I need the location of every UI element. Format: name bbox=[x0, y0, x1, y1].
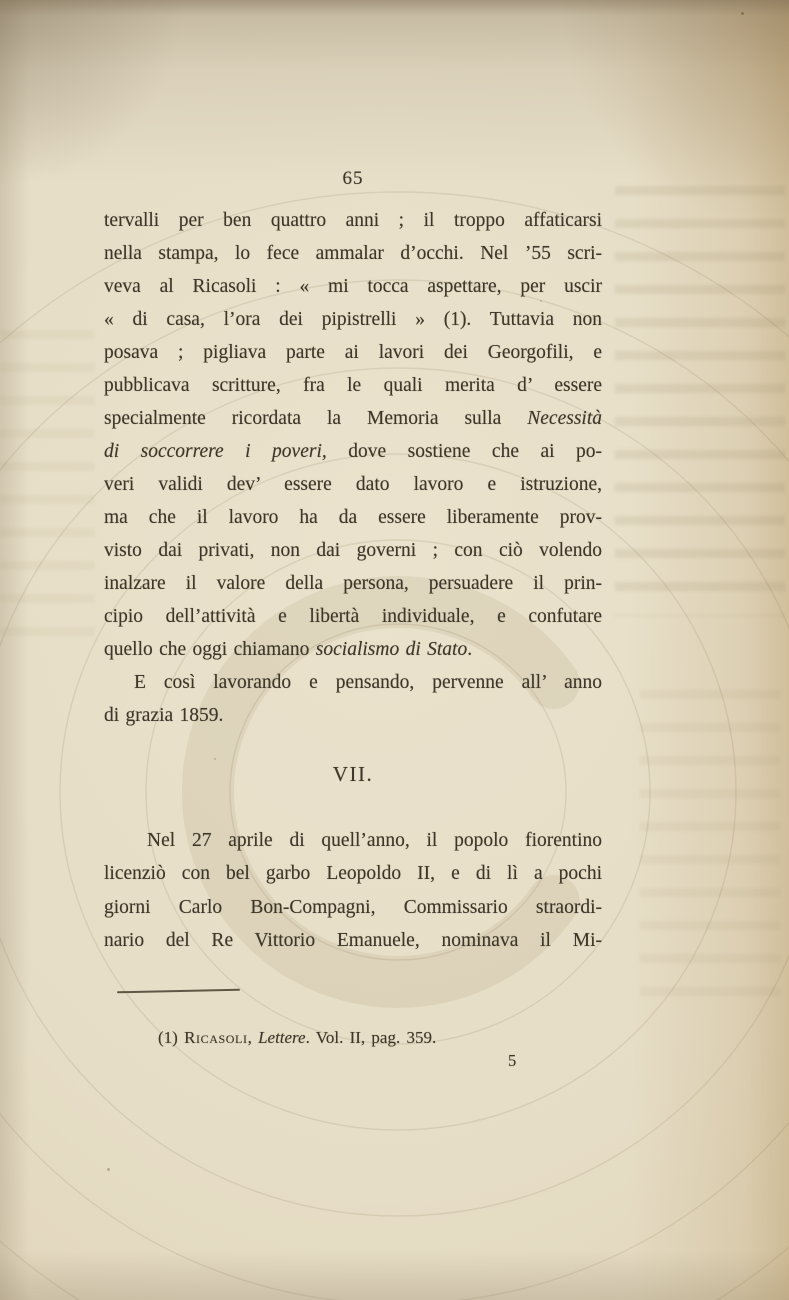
show-through-ghost-text bbox=[0, 330, 95, 650]
text-segment: visto dai privati, non dai governi ; con ciò volendo bbox=[104, 540, 602, 561]
text-segment: nella stampa, lo fece ammalar d’occhi. Nel ’55 scri- bbox=[104, 243, 602, 264]
foxing-speck bbox=[214, 758, 216, 760]
text-segment: specialmente ricordata la Memoria sulla bbox=[104, 408, 528, 429]
text-line bbox=[158, 1028, 588, 1048]
signature-mark: 5 bbox=[508, 1051, 517, 1070]
text-segment: « di casa, l’ora dei pipistrelli » (1). Tuttavia non bbox=[104, 309, 602, 330]
text-line bbox=[104, 857, 602, 890]
section-text bbox=[104, 824, 602, 958]
italic-text: socialismo di Stato bbox=[315, 639, 468, 660]
text-segment: veri validi dev’ essere dato lavoro e istruzione, bbox=[104, 474, 602, 495]
text-segment: veva al Ricasoli : « mi tocca aspettare, per uscir bbox=[104, 276, 602, 297]
text-line bbox=[104, 600, 602, 633]
text-segment: pubblicava scritture, fra le quali merita d’ essere bbox=[104, 375, 602, 396]
text-line bbox=[104, 699, 602, 732]
text-line bbox=[104, 501, 602, 534]
text-segment: quello che oggi chiamano bbox=[104, 639, 316, 660]
footnote-rule bbox=[117, 989, 240, 994]
text-segment: licenziò con bel garbo Leopoldo II, e di lì a pochi bbox=[104, 863, 602, 885]
text-line bbox=[104, 303, 602, 336]
text-segment: . bbox=[467, 639, 473, 660]
text-segment: di grazia 1859. bbox=[104, 705, 224, 726]
text-line bbox=[104, 369, 602, 402]
text-segment: , bbox=[247, 1028, 259, 1047]
text-segment: ma che il lavoro ha da essere liberamente prov- bbox=[104, 507, 602, 528]
section-heading: VII. bbox=[332, 762, 374, 786]
text-line bbox=[104, 237, 602, 270]
text-segment: nario del Re Vittorio Emanuele, nominava il Mi- bbox=[104, 930, 602, 952]
foxing-speck bbox=[741, 12, 744, 15]
text-line bbox=[104, 336, 602, 369]
page-number: 65 bbox=[342, 168, 364, 189]
text-line bbox=[104, 666, 602, 699]
italic-text: Lettere bbox=[258, 1028, 306, 1047]
smallcaps-text: Ricasoli bbox=[184, 1028, 248, 1047]
foxing-speck bbox=[107, 1168, 110, 1171]
text-line bbox=[104, 270, 602, 303]
text-segment: E così lavorando e pensando, pervenne all’ anno bbox=[134, 672, 602, 693]
text-segment: . Vol. II, pag. 359. bbox=[305, 1028, 437, 1047]
text-line bbox=[104, 567, 602, 600]
text-line bbox=[104, 824, 602, 857]
text-line bbox=[104, 435, 602, 468]
text-segment: Nel 27 aprile di quell’anno, il popolo fiorentino bbox=[147, 830, 602, 851]
show-through-ghost-text bbox=[640, 690, 780, 1020]
text-line bbox=[104, 633, 602, 666]
text-segment: giorni Carlo Bon-Compagni, Commissario straordi- bbox=[104, 896, 602, 918]
text-line bbox=[104, 402, 602, 435]
text-line bbox=[104, 468, 602, 501]
italic-text: Necessità bbox=[527, 408, 602, 429]
footnote bbox=[158, 1028, 588, 1048]
italic-text: di soccorrere i poveri, bbox=[104, 441, 327, 462]
text-line bbox=[104, 204, 602, 237]
text-line bbox=[104, 891, 602, 924]
text-segment: posava ; pigliava parte ai lavori dei Georgofili, e bbox=[104, 342, 602, 363]
body-text bbox=[104, 204, 602, 732]
text-segment: inalzare il valore della persona, persuadere il prin- bbox=[104, 573, 602, 594]
text-segment: cipio dell’attività e libertà individuale, e confutare bbox=[104, 606, 602, 627]
text-segment: dove sostiene che ai po- bbox=[326, 441, 602, 462]
text-line bbox=[104, 924, 602, 957]
text-segment: tervalli per ben quattro anni ; il troppo affaticarsi bbox=[104, 210, 602, 231]
text-segment: (1) bbox=[158, 1028, 185, 1047]
text-line bbox=[104, 534, 602, 567]
show-through-ghost-text bbox=[615, 186, 785, 616]
